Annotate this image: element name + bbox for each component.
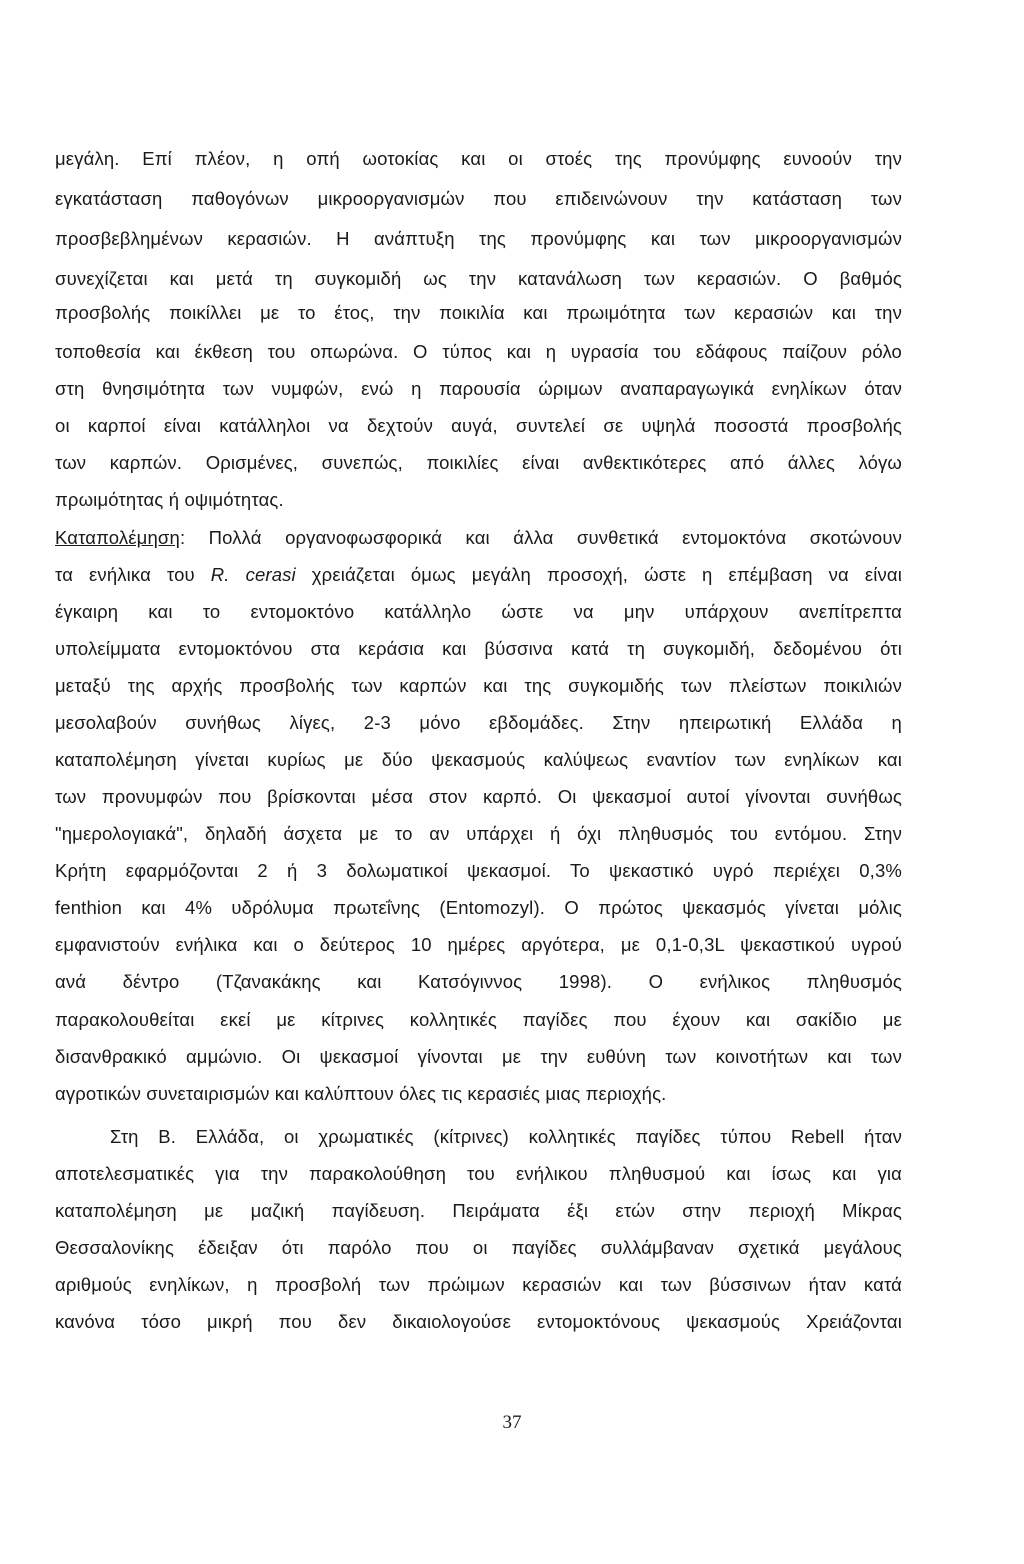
text-line: fenthion και 4% υδρόλυμα πρωτεΐνης (Entomozyl). Ο πρώτος ψεκασμός γίνεται μόλις [55, 897, 902, 918]
text-line: Κρήτη εφαρμόζονται 2 ή 3 δολωματικοί ψεκασμοί. Το ψεκαστικό υγρό περιέχει 0,3% [55, 860, 902, 881]
text-line: προσβολής ποικίλλει με το έτος, την ποικιλία και πρωιμότητα των κερασιών και την [55, 302, 902, 323]
text-line: Θεσσαλονίκης έδειξαν ότι παρόλο που οι παγίδες συλλάμβαναν σχετικά μεγάλους [55, 1237, 902, 1258]
text-line: στη θνησιμότητα των νυμφών, ενώ η παρουσία ώριμων αναπαραγωγικά ενηλίκων όταν [55, 378, 902, 399]
text-line: μεγάλη. Επί πλέον, η οπή ωοτοκίας και οι στοές της προνύμφης ευνοούν την [55, 148, 902, 169]
text-line: καταπολέμηση γίνεται κυρίως με δύο ψεκασμούς καλύψεως εναντίον των ενηλίκων και [55, 749, 902, 770]
text-line: μεσολαβούν συνήθως λίγες, 2-3 μόνο εβδομάδες. Στην ηπειρωτική Ελλάδα η [55, 712, 902, 733]
control-line-rest: : Πολλά οργανοφωσφορικά και άλλα συνθετικά εντομοκτόνα σκοτώνουν [179, 527, 902, 548]
species-line [55, 563, 902, 587]
species-name: R. cerasi [210, 564, 296, 585]
text-line: εμφανιστούν ενήλικα και ο δεύτερος 10 ημέρες αργότερα, με 0,1-0,3L ψεκαστικού υγρού [55, 934, 902, 955]
text-line: έγκαιρη και το εντομοκτόνο κατάλληλο ώστε να μην υπάρχουν ανεπίτρεπτα [55, 601, 902, 622]
text-line: των καρπών. Ορισμένες, συνεπώς, ποικιλίες είναι ανθεκτικότερες από άλλες λόγω [55, 452, 902, 473]
control-heading: Καταπολέμηση [55, 527, 180, 548]
species-prefix: τα ενήλικα του [55, 564, 211, 585]
text-line: δισανθρακικό αμμώνιο. Οι ψεκασμοί γίνονται με την ευθύνη των κοινοτήτων και των [55, 1046, 902, 1067]
species-suffix: χρειάζεται όμως μεγάλη προσοχή, ώστε η επέμβαση να είναι [295, 564, 902, 585]
text-line: παρακολουθείται εκεί με κίτρινες κολλητικές παγίδες που έχουν και σακίδιο με [55, 1009, 902, 1030]
text-line: καταπολέμηση με μαζική παγίδευση. Πειράματα έξι ετών στην περιοχή Μίκρας [55, 1200, 902, 1221]
text-line: των προνυμφών που βρίσκονται μέσα στον καρπό. Οι ψεκασμοί αυτοί γίνονται συνήθως [55, 786, 902, 807]
control-heading-line [55, 526, 902, 550]
text-line: Στη Β. Ελλάδα, οι χρωματικές (κίτρινες) κολλητικές παγίδες τύπου Rebell ήταν [110, 1126, 902, 1147]
text-line: ανά δέντρο (Τζανακάκης και Κατσόγιννος 1998). Ο ενήλικος πληθυσμός [55, 971, 902, 992]
page-number: 37 [502, 1412, 522, 1433]
text-line: οι καρποί είναι κατάλληλοι να δεχτούν αυγά, συντελεί σε υψηλά ποσοστά προσβολής [55, 415, 902, 436]
text-line: εγκατάσταση παθογόνων μικροοργανισμών που επιδεινώνουν την κατάσταση των [55, 188, 902, 209]
text-line: αποτελεσματικές για την παρακολούθηση του ενήλικου πληθυσμού και ίσως και για [55, 1163, 902, 1184]
text-line: αγροτικών συνεταιρισμών και καλύπτουν όλες τις κερασιές μιας περιοχής. [55, 1083, 667, 1104]
text-line: συνεχίζεται και μετά τη συγκομιδή ως την κατανάλωση των κερασιών. Ο βαθμός [55, 268, 902, 289]
text-line: μεταξύ της αρχής προσβολής των καρπών και της συγκομιδής των πλείστων ποικιλιών [55, 675, 902, 696]
text-line: αριθμούς ενηλίκων, η προσβολή των πρώιμων κερασιών και των βύσσινων ήταν κατά [55, 1274, 902, 1295]
text-line: προσβεβλημένων κερασιών. Η ανάπτυξη της προνύμφης και των μικροοργανισμών [55, 228, 902, 249]
text-line: πρωιμότητας ή οψιμότητας. [55, 489, 284, 510]
text-line: κανόνα τόσο μικρή που δεν δικαιολογούσε εντομοκτόνους ψεκασμούς Χρειάζονται [55, 1311, 902, 1332]
text-line: τοποθεσία και έκθεση του οπωρώνα. Ο τύπος και η υγρασία του εδάφους παίζουν ρόλο [55, 341, 902, 362]
text-line: υπολείμματα εντομοκτόνου στα κεράσια και βύσσινα κατά τη συγκομιδή, δεδομένου ότι [55, 638, 902, 659]
text-line: "ημερολογιακά", δηλαδή άσχετα με το αν υπάρχει ή όχι πληθυσμός του εντόμου. Στην [55, 823, 902, 844]
